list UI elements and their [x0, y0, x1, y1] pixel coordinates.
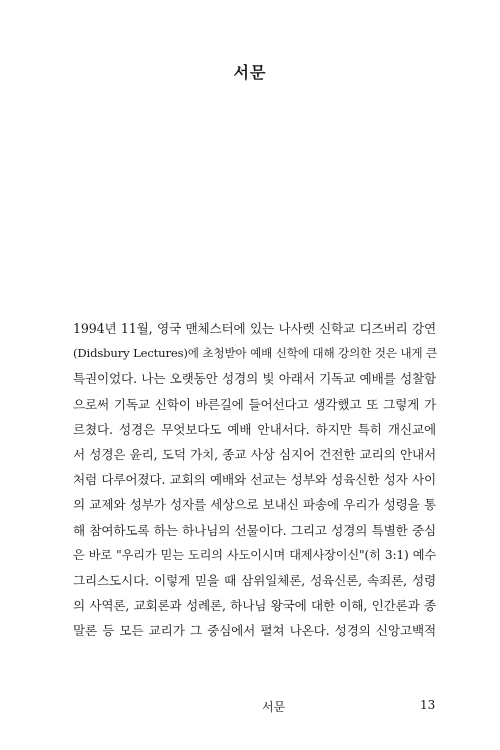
- paragraph-line: 의 교제와 성부가 성자를 세상으로 보내신 파송에 우리가 성령을 통: [73, 497, 436, 513]
- paragraph-line: 르쳤다. 성경은 무엇보다도 예배 안내서다. 하지만 특히 개신교에: [73, 421, 436, 437]
- page-footer: [0, 698, 500, 718]
- running-title: 서문: [262, 700, 286, 714]
- paragraph-line: 해 참여하도록 하는 하나님의 선물이다. 그리고 성경의 특별한 중심: [73, 522, 436, 538]
- paragraph-line: 특권이었다. 나는 오랫동안 성경의 빛 아래서 기독교 예배를 성찰함: [73, 371, 436, 387]
- paragraph-line: 처럼 다루어졌다. 교회의 예배와 선교는 성부와 성육신한 성자 사이: [73, 472, 436, 488]
- paragraph-line: (Didsbury Lectures)에 초청받아 예배 신학에 대해 강의한 것은 내게 큰: [73, 346, 438, 361]
- body-paragraph: [73, 316, 436, 643]
- paragraph-line: 서 성경은 윤리, 도덕 가치, 종교 사상 심지어 건전한 교리의 안내서: [73, 446, 436, 462]
- paragraph-line: 말론 등 모든 교리가 그 중심에서 펼쳐 나온다. 성경의 신앙고백적: [73, 623, 436, 639]
- paragraph-line: 그리스도시다. 이렇게 믿을 때 삼위일체론, 성육신론, 속죄론, 성령: [73, 572, 436, 588]
- paragraph-line: 은 바로 "우리가 믿는 도리의 사도이시며 대제사장이신"(히 3:1) 예수: [73, 547, 436, 562]
- paragraph-line: 의 사역론, 교회론과 성례론, 하나님 왕국에 대한 이해, 인간론과 종: [73, 598, 436, 614]
- paragraph-line: 1994년 11월, 영국 맨체스터에 있는 나사렛 신학교 디즈버리 강연: [73, 321, 436, 336]
- page-number: 13: [420, 698, 436, 712]
- paragraph-line: 으로써 기독교 신학이 바른길에 들어선다고 생각했고 또 그렇게 가: [73, 396, 436, 412]
- page-title: 서문: [233, 63, 267, 82]
